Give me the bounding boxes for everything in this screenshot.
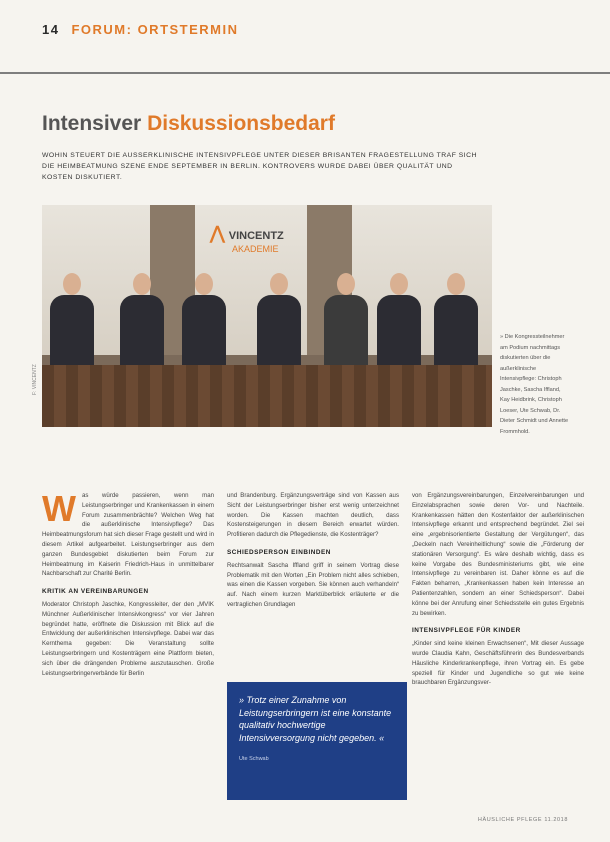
- paragraph: [42, 488, 214, 579]
- page-header: [42, 22, 239, 37]
- article-lead: WOHIN STEUERT DIE AUSSERKLINISCHE INTENSIVPFLEGE UNTER DIESER BRISANTEN FRAGESTELLUNG TRAF SICH DIE HEIMBEATMUNG SZENE ENDE SEPTEMBER IN BERLIN. KONTROVERS WURDE DABEI ÜBER QUALITÄT UND KOSTEN DISKUTIERT.: [42, 152, 477, 181]
- quote-text: » Trotz einer Zunahme von Leistungserbringern ist eine konstante qualitativ hochwertige Intensivversorgung nicht gegeben. «: [239, 695, 392, 743]
- panelist-head: [133, 273, 151, 295]
- photo-caption: » Die Kongressteilnehmer am Podium nachmittags diskutierten über die außerklinische Intensivpflege: Christoph Jaschke, Sascha Iffland, Kay Heidbrink, Christoph Loeser, Ute Schwab, Dr. Dieter Schmidt und Annette Frommhold.: [500, 334, 569, 435]
- panelist-head: [63, 273, 81, 295]
- photo-credit: F: VINCENTZ: [32, 364, 38, 395]
- pull-quote: [227, 682, 407, 800]
- quote-author: Ute Schwab: [239, 756, 269, 762]
- text-column-2: [227, 491, 399, 614]
- title-part-2: Diskussionsbedarf: [147, 112, 335, 135]
- panelist: [324, 295, 368, 365]
- header-divider: [0, 72, 610, 74]
- subheading: KRITIK AN VEREINBARUNGEN: [42, 588, 149, 596]
- page-footer: HÄUSLICHE PFLEGE 11.2018: [477, 817, 568, 823]
- panelist: [434, 295, 478, 365]
- text-column-3: [412, 491, 584, 692]
- paragraph-text: as würde passieren, wenn man Leistungserbringer und Krankenkassen in einem Forum zusammenbrächte? Welchen Weg hat die außerklinische Intensivpflege? Das Heimbeatmungsforum hat sich dieser Frage gestellt und wird in diesem Artikel aufgearbeitet. Leistungserbringer aus dem ganzen Bundesgebiet diskutierten beim Forum zur Heimbeatmung im Kaiserin Friedrich-Haus in unmittelbarer Nachbarschaft zur Charité Berlin.: [42, 492, 214, 578]
- logo-mark-icon: ⋀: [210, 223, 225, 243]
- paragraph: und Brandenburg. Ergänzungsverträge sind von Kassen aus Sicht der Leistungserbringer bisher erst wenig unterzeichnet worden. Die Kassen machten deutlich, dass Kostensteigerungen in diesem Bereich erwartet würden. Profitieren dadurch die Pflegedienste, die Kostenträger?: [227, 492, 399, 539]
- panelist-head: [447, 273, 465, 295]
- drop-cap: W: [42, 488, 76, 529]
- panelist: [257, 295, 301, 365]
- page-number: 14: [42, 22, 60, 37]
- podium-table: [42, 365, 492, 427]
- logo-sub: AKADEMIE: [232, 244, 279, 254]
- subheading: SCHIEDSPERSON EINBINDEN: [227, 548, 331, 556]
- article-title: [42, 112, 335, 136]
- panelist: [377, 295, 421, 365]
- paragraph: von Ergänzungsvereinbarungen, Einzelvereinbarungen und Einzelabsprachen sowie deren Vor- und Nachteile. Krankenkassen hätten den Kostenfaktor der außerklinischen Intensivpflege erkannt und entsprechend begründet. Ziel sei eine „ergebnisorientierte Gestaltung der Vergütungen“, das „Deckeln nach Vereinheitlichung“ sowie die „Förderung der stationären Versorgung“. Es wäre deshalb wichtig, dass es keine Vorgabe des Bundesministeriums gibt, wie eine Intensivpflege zu vereinbaren ist. Daher könne es auf die Fakten beharren, „Krankenkassen haben kein Interesse an Patientenzahlen, sondern an einer Schiedsperson“. Dabei könne bei der Anrufung einer Schiedsstelle ein gutes Ergebnis zu bewirken.: [412, 492, 584, 617]
- panelist: [182, 295, 226, 365]
- podium-photo: [42, 205, 492, 427]
- subheading: INTENSIVPFLEGE FÜR KINDER: [412, 627, 521, 635]
- panelist-head: [195, 273, 213, 295]
- panelist-head: [337, 273, 355, 295]
- paragraph: Moderator Christoph Jaschke, Kongressleiter, der den „MVIK Münchner Außerklinischer Intensivkongress“ vor vier Jahren begründet hatte, eröffnete die Diskussion mit Blick auf die Entwicklung der außerklinischen Intensivpflege. Dabei war das Kernthema gegeben: Die Veranstaltung sollte Leistungserbringern und Kostenträgern eine Plattform bieten, sich über die drängenden Probleme auszutauschen. Große Leistungserbringerverbände für Berlin: [42, 600, 214, 677]
- panelist: [50, 295, 94, 365]
- section-label: FORUM: ORTSTERMIN: [71, 22, 239, 37]
- vincentz-logo: [210, 223, 284, 254]
- title-part-1: Intensiver: [42, 112, 142, 135]
- logo-text: VINCENTZ: [228, 230, 284, 242]
- text-column-1: [42, 488, 214, 682]
- paragraph: „Kinder sind keine kleinen Erwachsenen“, Mit dieser Aussage wurde Claudia Kahn, Geschäftsführerin des Bundesverbands Häusliche Kinderkrankenpflege, ihren Vortrag ein. Es gebe speziell für Kinder und Jugendliche so gut wie keine brauchbaren Ergänzungsver-: [412, 640, 584, 687]
- panelist-head: [270, 273, 288, 295]
- panelist: [120, 295, 164, 365]
- paragraph: Rechtsanwalt Sascha Iffland griff in seinem Vortrag diese Problematik mit den Worten „Ein Problem nicht alles schieben, was einen die Kassen vorgeben. Sie können auch verhandeln“ auf. Nach einem kurzen Marktüberblick erläuterte er die vertraglichen Grundlagen: [227, 561, 399, 608]
- panelist-head: [390, 273, 408, 295]
